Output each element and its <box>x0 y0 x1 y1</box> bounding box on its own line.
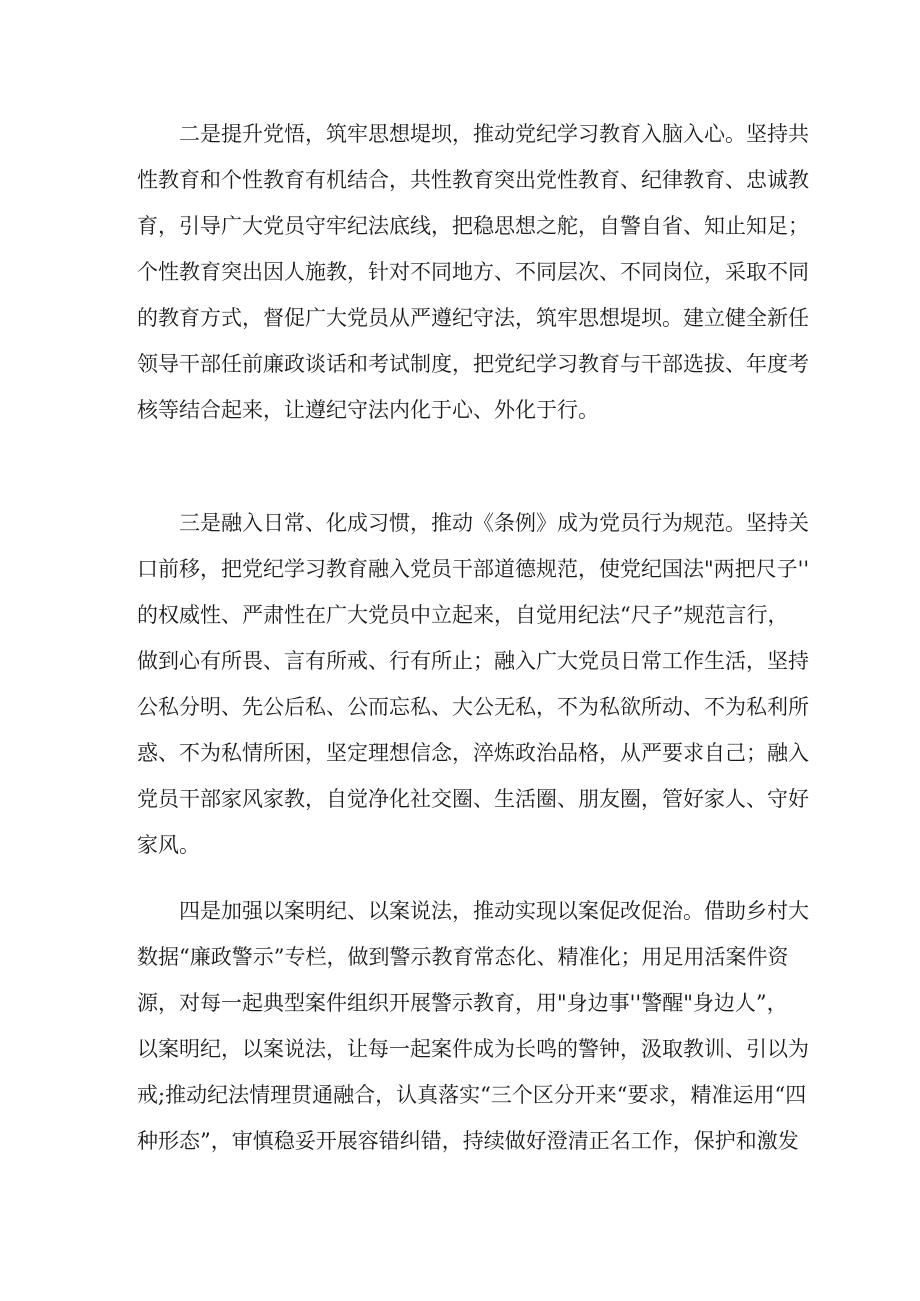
paragraph-4-case-warning <box>137 888 809 1164</box>
text-line: 育，引导广大党员守牢纪法底线，把稳思想之舵，自警自省、知止知足； <box>137 214 809 238</box>
text-line: 的权威性、严肃性在广大党员中立起来，自觉用纪法“尺子”规范言行， <box>137 603 789 627</box>
text-line: 性教育和个性教育有机结合，共性教育突出党性教育、纪律教育、忠诚教 <box>137 168 809 192</box>
text-line: 三是融入日常、化成习惯，推动《条例》成为党员行为规范。坚持关 <box>179 511 809 535</box>
text-line: 核等结合起来，让遵纪守法内化于心、外化于行。 <box>137 398 599 422</box>
text-line: 领导干部任前廉政谈话和考试制度，把党纪学习教育与干部选拔、年度考 <box>137 352 809 376</box>
paragraph-3-daily-habits <box>137 500 810 868</box>
text-line: 种形态”，审慎稳妥开展容错纠错，持续做好澄清正名工作，保护和激发 <box>137 1129 799 1153</box>
text-line: 口前移，把党纪学习教育融入党员干部道德规范，使党纪国法"两把尺子'' <box>137 557 810 581</box>
text-line: 数据“廉政警示”专栏，做到警示教育常态化、精准化；用足用活案件资 <box>137 945 789 969</box>
text-line: 惑、不为私情所困，坚定理想信念，淬炼政治品格，从严要求自己；融入 <box>137 741 809 765</box>
text-line: 二是提升党悟，筑牢思想堤坝，推动党纪学习教育入脑入心。坚持共 <box>179 122 809 146</box>
text-line: 的教育方式，督促广大党员从严遵纪守法，筑牢思想堤坝。建立健全新任 <box>137 306 809 330</box>
text-line: 戒;推动纪法情理贯通融合，认真落实“三个区分开来“要求，精准运用“四 <box>137 1083 807 1107</box>
text-line: 家风。 <box>137 833 200 857</box>
text-line: 做到心有所畏、言有所戒、行有所止；融入广大党员日常工作生活，坚持 <box>137 649 809 673</box>
text-line: 个性教育突出因人施教，针对不同地方、不同层次、不同岗位，采取不同 <box>137 260 809 284</box>
text-line: 四是加强以案明纪、以案说法，推动实现以案促改促治。借助乡村大 <box>179 899 809 923</box>
paragraph-2-enhance-awareness <box>137 111 809 433</box>
text-line: 以案明纪，以案说法，让每一起案件成为长鸣的警钟，汲取教训、引以为 <box>137 1037 809 1061</box>
text-line: 源，对每一起典型案件组织开展警示教育，用"身边事''警醒"身边人”， <box>137 991 788 1015</box>
text-line: 党员干部家风家教，自觉净化社交圈、生活圈、朋友圈，管好家人、守好 <box>137 787 809 811</box>
text-line: 公私分明、先公后私、公而忘私、大公无私，不为私欲所动、不为私利所 <box>137 695 809 719</box>
